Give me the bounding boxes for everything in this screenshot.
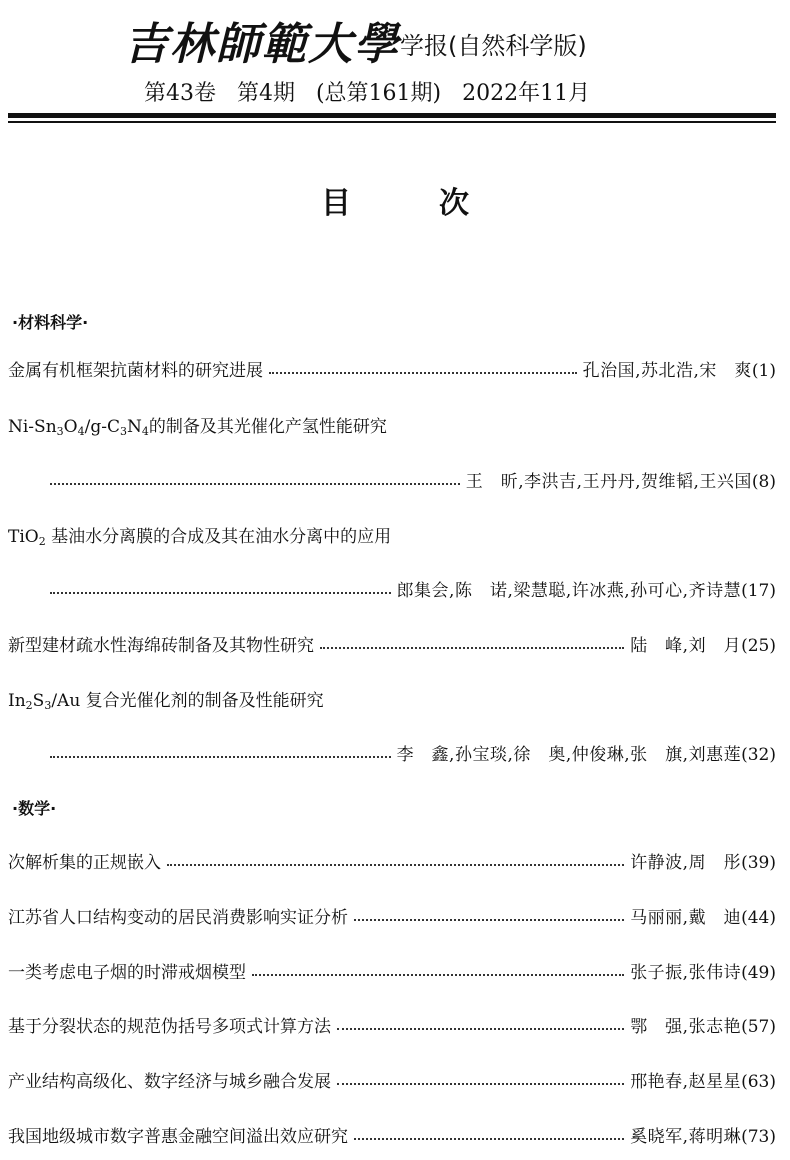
leader-dots bbox=[50, 756, 391, 758]
entry-title: 产业结构高级化、数字经济与城乡融合发展 bbox=[8, 1072, 331, 1092]
header-rule-thick bbox=[8, 113, 776, 118]
entry-authors: 李 鑫,孙宝琰,徐 奥,仲俊琳,张 旗,刘惠莲 bbox=[396, 745, 742, 765]
entry-authors: 鄂 强,张志艳 bbox=[630, 1017, 742, 1037]
leader-dots bbox=[50, 483, 460, 485]
toc-entry-author-line[interactable] bbox=[8, 467, 776, 495]
entry-page: (39) bbox=[741, 853, 776, 873]
entry-authors: 张子振,张伟诗 bbox=[630, 963, 742, 983]
entry-page: (73) bbox=[741, 1127, 776, 1147]
toc-entry-title-line[interactable] bbox=[8, 412, 776, 440]
entry-title: 金属有机框架抗菌材料的研究进展 bbox=[8, 361, 263, 381]
leader-dots bbox=[354, 1138, 624, 1140]
toc-title: 目次 bbox=[321, 186, 557, 221]
leader-dots bbox=[269, 372, 577, 374]
toc-entry[interactable] bbox=[8, 356, 776, 384]
toc-entry-author-line[interactable] bbox=[8, 740, 776, 768]
leader-dots bbox=[337, 1028, 624, 1030]
entry-authors: 郎集会,陈 诺,梁慧聪,许冰燕,孙可心,齐诗慧 bbox=[396, 581, 742, 601]
leader-dots bbox=[337, 1083, 624, 1085]
journal-masthead bbox=[0, 0, 790, 120]
entry-page: (44) bbox=[741, 908, 776, 928]
toc-entry[interactable] bbox=[8, 958, 776, 986]
entry-page: (1) bbox=[751, 361, 776, 381]
section-heading-materials: ·材料科学· bbox=[12, 313, 89, 332]
toc-entry[interactable] bbox=[8, 848, 776, 876]
entry-page: (63) bbox=[741, 1072, 776, 1092]
entry-page: (49) bbox=[741, 963, 776, 983]
section-heading-mathematics: ·数学· bbox=[12, 799, 57, 818]
toc-entry[interactable] bbox=[8, 1012, 776, 1040]
entry-authors: 王 昕,李洪吉,王丹丹,贺维韬,王兴国 bbox=[465, 472, 752, 492]
entry-title: 江苏省人口结构变动的居民消费影响实证分析 bbox=[8, 908, 348, 928]
entry-title: 一类考虑电子烟的时滞戒烟模型 bbox=[8, 963, 246, 983]
entry-title: 新型建材疏水性海绵砖制备及其物性研究 bbox=[8, 636, 314, 656]
entry-authors: 陆 峰,刘 月 bbox=[630, 636, 742, 656]
university-logo: 吉林師範大學 bbox=[124, 19, 400, 70]
leader-dots bbox=[167, 864, 624, 866]
toc-entry-title-line[interactable] bbox=[8, 522, 776, 550]
entry-title: $In_2S_3/Au$ 复合光催化剂的制备及性能研究 bbox=[8, 691, 324, 712]
entry-authors: 许静波,周 彤 bbox=[630, 853, 742, 873]
entry-authors: 孔治国,苏北浩,宋 爽 bbox=[582, 361, 752, 381]
leader-dots bbox=[252, 974, 624, 976]
entry-title: TiO$_2$ 基油水分离膜的合成及其在油水分离中的应用 bbox=[8, 527, 392, 548]
entry-authors: 邢艳春,赵星星 bbox=[630, 1072, 742, 1092]
entry-authors: 奚晓军,蒋明琳 bbox=[630, 1127, 742, 1147]
toc-entry-author-line[interactable] bbox=[8, 576, 776, 604]
toc-entry[interactable] bbox=[8, 1067, 776, 1095]
toc-entry[interactable] bbox=[8, 1122, 776, 1150]
leader-dots bbox=[354, 919, 624, 921]
entry-title: 基于分裂状态的规范伪括号多项式计算方法 bbox=[8, 1017, 331, 1037]
toc-entry[interactable] bbox=[8, 631, 776, 659]
issue-info: 第43卷 第4期 (总第161期) 2022年11月 bbox=[144, 81, 591, 106]
entry-authors: 马丽丽,戴 迪 bbox=[630, 908, 742, 928]
leader-dots bbox=[320, 647, 624, 649]
entry-page: (17) bbox=[741, 581, 776, 601]
toc-entry[interactable] bbox=[8, 903, 776, 931]
entry-page: (57) bbox=[741, 1017, 776, 1037]
header-rule-thin bbox=[8, 121, 776, 123]
entry-page: (25) bbox=[741, 636, 776, 656]
entry-title: 次解析集的正规嵌入 bbox=[8, 853, 161, 873]
toc-entry-title-line[interactable] bbox=[8, 686, 776, 714]
entry-title: $Ni-Sn_3O_4/g-C_3N_4$的制备及其光催化产氢性能研究 bbox=[8, 417, 387, 438]
entry-page: (32) bbox=[741, 745, 776, 765]
leader-dots bbox=[50, 592, 391, 594]
journal-subtitle: 学报(自然科学版) bbox=[400, 32, 587, 60]
entry-page: (8) bbox=[751, 472, 776, 492]
entry-title: 我国地级城市数字普惠金融空间溢出效应研究 bbox=[8, 1127, 348, 1147]
